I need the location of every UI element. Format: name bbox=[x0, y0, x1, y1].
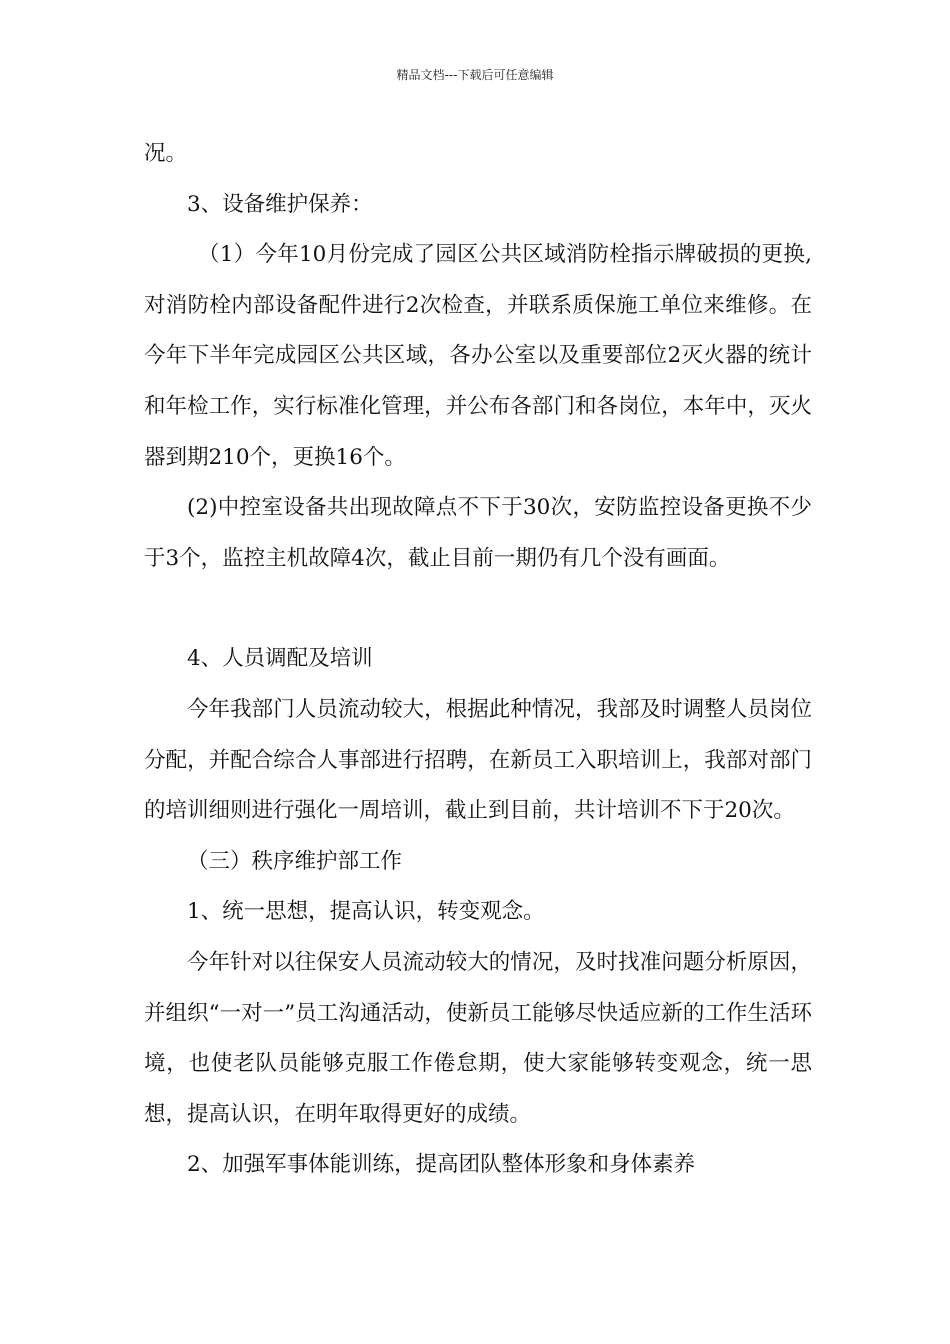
heading-equipment-maintenance: 3、设备维护保养： bbox=[187, 191, 373, 217]
document-body bbox=[144, 129, 812, 1191]
heading-military-training: 2、加强军事体能训练，提高团队整体形象和身体素养 bbox=[187, 1152, 696, 1178]
heading-staff-training: 4、人员调配及培训 bbox=[187, 646, 373, 672]
page-header: 精品文档---下载后可任意编辑 bbox=[396, 68, 554, 82]
heading-order-maintenance: （三）秩序维护部工作 bbox=[187, 848, 403, 874]
heading-unify-thinking: 1、统一思想，提高认识，转变观念。 bbox=[187, 899, 545, 925]
paragraph-fire-equipment: （1）今年10月份完成了园区公共区域消防栓指示牌破损的更换,对消防栓内部设备配件进行2次检查，并联系质保施工单位来维修。在今年下半年完成园区公共区域，各办公室以及重要部位2灭火器的统计和年检工作，实行标准化管理，并公布各部门和各岗位，本年中，灭火器到期210个，更换16个。 bbox=[144, 242, 812, 470]
paragraph-staff-training: 今年我部门人员流动较大，根据此种情况，我部及时调整人员岗位分配，并配合综合人事部进行招聘，在新员工入职培训上，我部对部门的培训细则进行强化一周培训，截止到目前，共计培训不下于20次。 bbox=[144, 696, 812, 824]
blank-line bbox=[144, 584, 812, 634]
paragraph-unify-thinking: 今年针对以往保安人员流动较大的情况，及时找准问题分析原因，并组织“一对一”员工沟通活动，使新员工能够尽快适应新的工作生活环境，也使老队员能够克服工作倦怠期，使大家能够转变观念，统一思想，提高认识，在明年取得更好的成绩。 bbox=[144, 949, 812, 1127]
paragraph-control-room: (2)中控室设备共出现故障点不下于30次，安防监控设备更换不少于3个，监控主机故障4次，截止目前一期仍有几个没有画面。 bbox=[144, 495, 812, 571]
paragraph-continuation: 况。 bbox=[144, 141, 188, 166]
